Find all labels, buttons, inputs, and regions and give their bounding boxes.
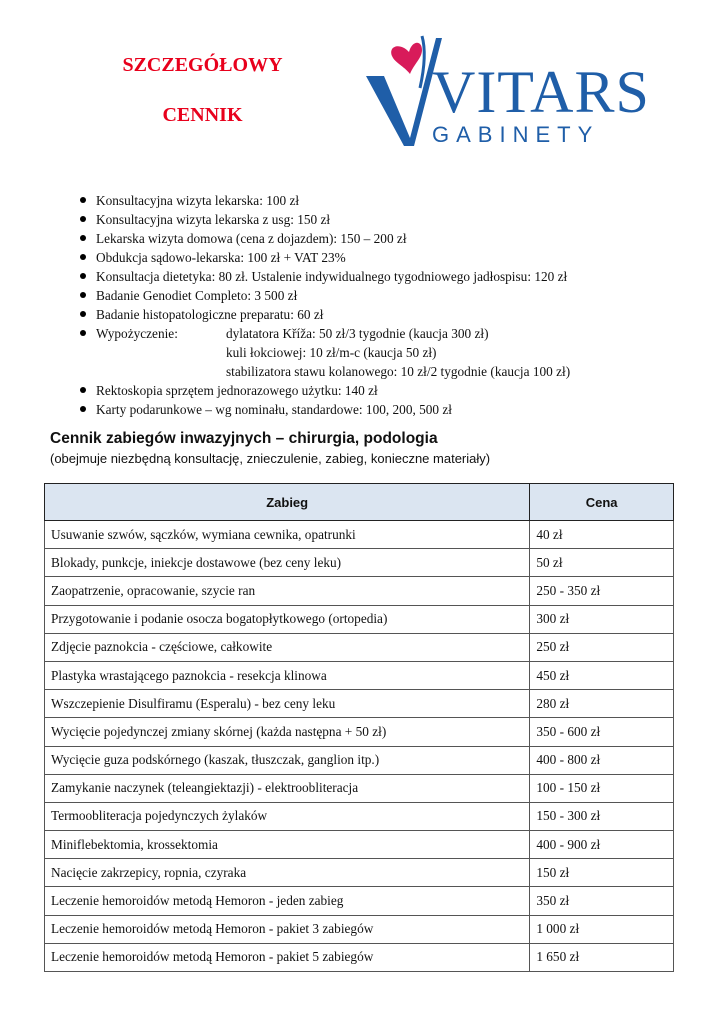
procedure-cell: Wszczepienie Disulfiramu (Esperalu) - bez ceny leku xyxy=(45,690,530,718)
table-row xyxy=(45,549,674,577)
list-item: Konsultacyjna wizyta lekarska: 100 zł xyxy=(50,191,690,210)
bullet-icon xyxy=(80,254,86,260)
section-title: Cennik zabiegów inwazyjnych – chirurgia, podologia xyxy=(50,430,438,447)
table-row xyxy=(45,831,674,859)
logo-text-sub: GABINETY xyxy=(432,122,600,147)
column-header-procedure: Zabieg xyxy=(45,484,530,521)
procedure-cell: Zaopatrzenie, opracowanie, szycie ran xyxy=(45,577,530,605)
list-item: Karty podarunkowe – wg nominału, standardowe: 100, 200, 500 zł xyxy=(50,400,690,419)
bullet-icon xyxy=(80,235,86,241)
procedure-cell: Przygotowanie i podanie osocza bogatopłytkowego (ortopedia) xyxy=(45,605,530,633)
procedure-cell: Nacięcie zakrzepicy, ropnia, czyraka xyxy=(45,859,530,887)
heart-icon xyxy=(391,43,422,74)
procedure-cell: Plastyka wrastającego paznokcia - resekcja klinowa xyxy=(45,661,530,689)
procedure-cell: Wycięcie pojedynczej zmiany skórnej (każda następna + 50 zł) xyxy=(45,718,530,746)
table-row xyxy=(45,690,674,718)
list-item: Obdukcja sądowo-lekarska: 100 zł + VAT 23% xyxy=(50,248,690,267)
services-list xyxy=(50,191,690,419)
table-row xyxy=(45,577,674,605)
rental-label: Wypożyczenie: xyxy=(96,326,178,341)
price-cell: 50 zł xyxy=(530,549,674,577)
list-item: Badanie Genodiet Completo: 3 500 zł xyxy=(50,286,690,305)
price-cell: 1 650 zł xyxy=(530,943,674,971)
table-row xyxy=(45,887,674,915)
vitars-logo xyxy=(362,30,650,148)
rental-line: kuli łokciowej: 10 zł/m-c (kaucja 50 zł) xyxy=(226,345,437,360)
rental-line: stabilizatora stawu kolanowego: 10 zł/2 tygodnie (kaucja 100 zł) xyxy=(226,364,571,379)
price-cell: 400 - 800 zł xyxy=(530,746,674,774)
bullet-icon xyxy=(80,273,86,279)
price-cell: 250 zł xyxy=(530,633,674,661)
table-row xyxy=(45,915,674,943)
price-cell: 150 zł xyxy=(530,859,674,887)
procedure-cell: Leczenie hemoroidów metodą Hemoron - pakiet 3 zabiegów xyxy=(45,915,530,943)
procedure-cell: Usuwanie szwów, sączków, wymiana cewnika, opatrunki xyxy=(45,521,530,549)
procedure-cell: Zdjęcie paznokcia - częściowe, całkowite xyxy=(45,633,530,661)
rental-item xyxy=(50,324,690,381)
price-cell: 400 - 900 zł xyxy=(530,831,674,859)
table-row xyxy=(45,718,674,746)
bullet-icon xyxy=(80,311,86,317)
price-table xyxy=(44,483,674,972)
procedure-cell: Leczenie hemoroidów metodą Hemoron - jeden zabieg xyxy=(45,887,530,915)
price-cell: 250 - 350 zł xyxy=(530,577,674,605)
table-row xyxy=(45,802,674,830)
price-cell: 100 - 150 zł xyxy=(530,774,674,802)
price-table-body xyxy=(45,521,674,972)
price-cell: 1 000 zł xyxy=(530,915,674,943)
price-cell: 40 zł xyxy=(530,521,674,549)
table-row xyxy=(45,661,674,689)
list-item: Konsultacyjna wizyta lekarska z usg: 150 zł xyxy=(50,210,690,229)
list-item: Konsultacja dietetyka: 80 zł. Ustalenie indywidualnego tygodniowego jadłospisu: 120 zł xyxy=(50,267,690,286)
table-row xyxy=(45,633,674,661)
price-cell: 280 zł xyxy=(530,690,674,718)
procedure-cell: Zamykanie naczynek (teleangiektazji) - elektroobliteracja xyxy=(45,774,530,802)
table-row xyxy=(45,521,674,549)
price-cell: 350 zł xyxy=(530,887,674,915)
logo-text-main: VITARS xyxy=(432,59,650,125)
procedure-cell: Miniflebektomia, krossektomia xyxy=(45,831,530,859)
bullet-icon xyxy=(80,292,86,298)
table-row xyxy=(45,605,674,633)
table-row xyxy=(45,943,674,971)
table-row xyxy=(45,774,674,802)
page-title-line2: CENNIK xyxy=(162,104,243,126)
list-item: Rektoskopia sprzętem jednorazowego użytku: 140 zł xyxy=(50,381,690,400)
procedure-cell: Wycięcie guza podskórnego (kaszak, tłuszczak, ganglion itp.) xyxy=(45,746,530,774)
bullet-icon xyxy=(80,387,86,393)
table-row xyxy=(45,746,674,774)
table-header-row xyxy=(45,484,674,521)
bullet-icon xyxy=(80,197,86,203)
column-header-price: Cena xyxy=(530,484,674,521)
table-row xyxy=(45,859,674,887)
list-item: Lekarska wizyta domowa (cena z dojazdem): 150 – 200 zł xyxy=(50,229,690,248)
price-cell: 350 - 600 zł xyxy=(530,718,674,746)
section-note: (obejmuje niezbędną konsultację, znieczulenie, zabieg, konieczne materiały) xyxy=(50,451,491,466)
procedure-cell: Termoobliteracja pojedynczych żylaków xyxy=(45,802,530,830)
list-item: Badanie histopatologiczne preparatu: 60 zł xyxy=(50,305,690,324)
bullet-icon xyxy=(80,330,86,336)
price-cell: 300 zł xyxy=(530,605,674,633)
bullet-icon xyxy=(80,406,86,412)
procedure-cell: Leczenie hemoroidów metodą Hemoron - pakiet 5 zabiegów xyxy=(45,943,530,971)
price-cell: 450 zł xyxy=(530,661,674,689)
procedure-cell: Blokady, punkcje, iniekcje dostawowe (bez ceny leku) xyxy=(45,549,530,577)
price-cell: 150 - 300 zł xyxy=(530,802,674,830)
rental-line: dylatatora Kříža: 50 zł/3 tygodnie (kaucja 300 zł) xyxy=(226,326,489,341)
bullet-icon xyxy=(80,216,86,222)
page-title-line1: SZCZEGÓŁOWY xyxy=(122,54,283,76)
